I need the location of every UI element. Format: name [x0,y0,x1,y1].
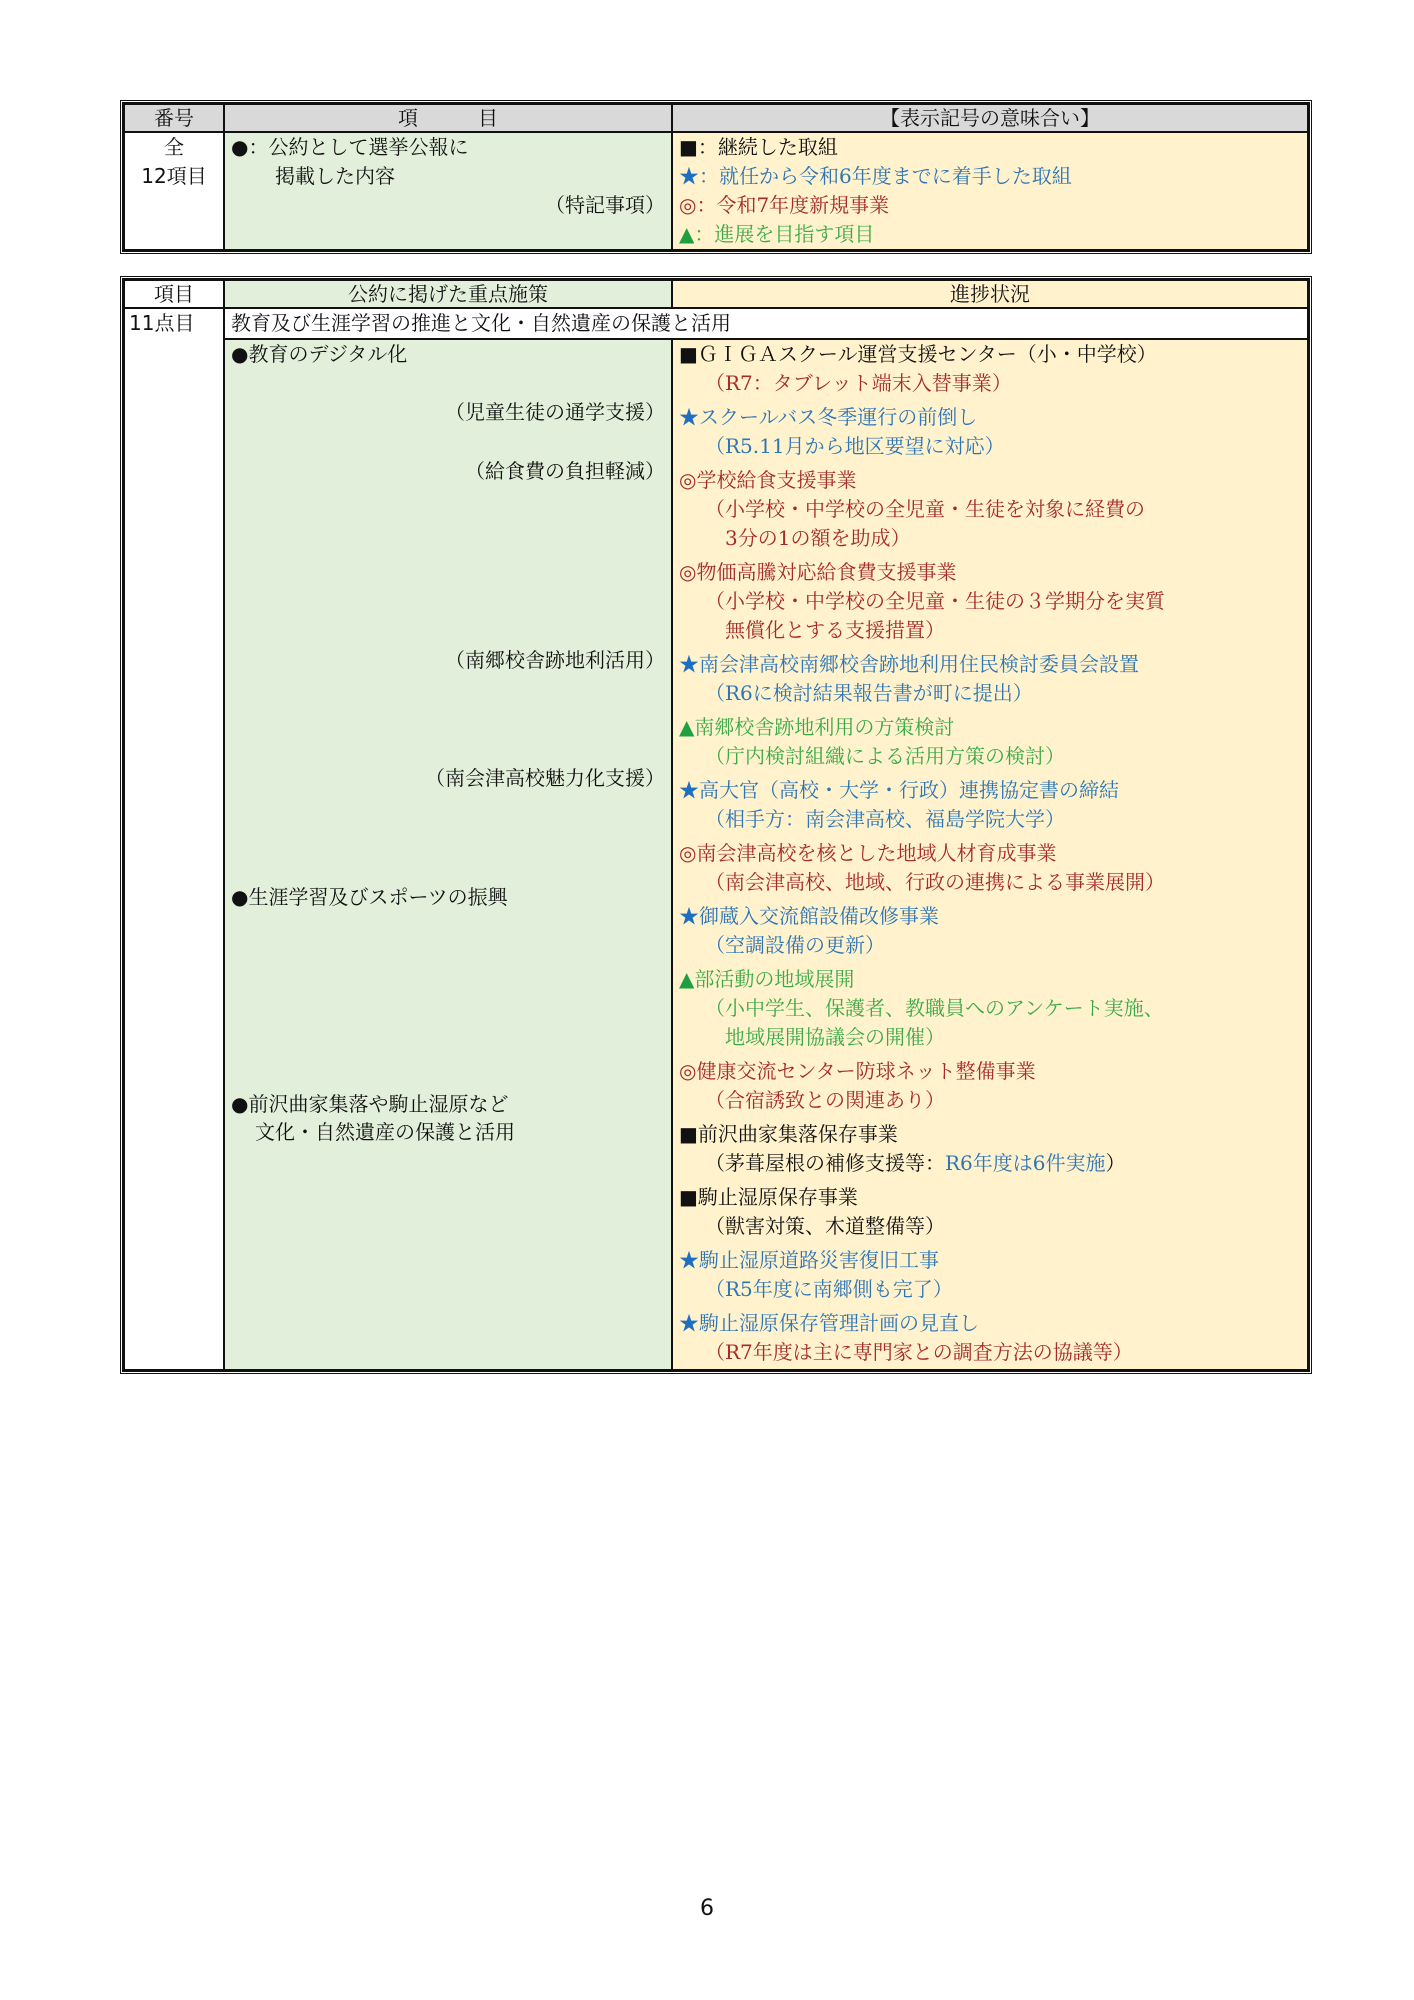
legend-cell [672,132,1308,250]
total-items-cell [124,132,224,250]
legend-continued: ■：継続した取組 [679,135,838,159]
square-icon: ■ [679,135,698,159]
item-number: 11点目 [129,311,195,335]
policy-digital: ●教育のデジタル化 [231,342,408,366]
double-circle-icon: ◎ [679,841,697,865]
item-number-cell [124,308,224,1370]
page-number: 6 [700,1896,714,1921]
policy-heritage-1: ●前沢曲家集落や駒止湿原など [231,1092,509,1116]
legend-progress: ▲：進展を目指す項目 [679,222,875,246]
main-table [120,276,1312,1374]
progress-entry: ▲部活動の地域展開 （小中学生、保護者、教職員へのアンケート実施、 地域展開協議会の開催） [679,967,1164,1049]
progress-entry: ■駒止湿原保存事業 （獣害対策、木道整備等） [679,1185,945,1238]
item-desc-line-2: 掲載した内容 [275,164,395,188]
double-circle-icon: ◎ [679,193,697,217]
policy-cell [224,339,672,1370]
double-circle-icon: ◎ [679,560,697,584]
item-desc-line-1: ●：公約として選挙公報に [231,135,469,159]
triangle-icon: ▲ [679,222,695,246]
progress-entry: ★御蔵入交流館設備改修事業 （空調設備の更新） [679,904,939,957]
triangle-icon: ▲ [679,715,695,739]
item-description-cell [224,132,672,250]
policy-commute: （児童生徒の通学支援） [445,400,665,424]
progress-entry: ◎物価高騰対応給食費支援事業 （小学校・中学校の全児童・生徒の３学期分を実質 無償化とする支援措置） [679,560,1165,642]
policy-lifelong: ●生涯学習及びスポーツの振興 [231,885,508,909]
progress-entry: ★南会津高校南郷校舎跡地利用住民検討委員会設置 （R6に検討結果報告書が町に提出） [679,652,1139,705]
policy-lunch: （給食費の負担軽減） [465,459,665,483]
policy-nangou: （南郷校舎跡地利活用） [445,648,665,672]
legend-started: ★：就任から令和6年度までに着手した取組 [679,164,1072,188]
header-item-no: 項目 [124,280,224,308]
star-icon: ★ [679,405,699,429]
policy-heritage-2: 文化・自然遺産の保護と活用 [255,1120,515,1144]
star-icon: ★ [679,904,699,928]
square-icon: ■ [679,1122,698,1146]
progress-entry: ■ＧＩＧＡスクール運営支援センター（小・中学校） （R7：タブレット端末入替事業） [679,342,1157,395]
square-icon: ■ [679,342,698,366]
header-progress: 進捗状況 [672,280,1308,308]
star-icon: ★ [679,778,699,802]
legend-table [120,100,1312,254]
double-circle-icon: ◎ [679,468,697,492]
progress-entry: ◎健康交流センター防球ネット整備事業 （合宿誘致との関連あり） [679,1059,1036,1112]
header-number: 番号 [124,104,224,132]
progress-cell [672,339,1308,1370]
progress-entry: ◎南会津高校を核とした地域人材育成事業 （南会津高校、地域、行政の連携による事業展開） [679,841,1165,894]
star-icon: ★ [679,652,699,676]
special-notes-label: （特記事項） [545,193,665,217]
header-item: 項 目 [224,104,672,132]
progress-entry: ★スクールバス冬季運行の前倒し （R5.11月から地区要望に対応） [679,405,1005,458]
square-icon: ■ [679,1185,698,1209]
star-icon: ★ [679,1311,699,1335]
header-symbol-meaning: 【表示記号の意味合い】 [672,104,1308,132]
header-policy: 公約に掲げた重点施策 [224,280,672,308]
progress-entry: ■前沢曲家集落保存事業 （茅葺屋根の補修支援等：R6年度は6件実施） [679,1122,1126,1175]
item-title-cell [224,308,1308,339]
total-label: 全 [164,135,184,159]
progress-entry: ▲南郷校舎跡地利用の方策検討 （庁内検討組織による活用方策の検討） [679,715,1065,768]
progress-entry: ◎学校給食支援事業 （小学校・中学校の全児童・生徒を対象に経費の 3分の1の額を助成） [679,468,1145,550]
star-icon: ★ [679,164,699,188]
policy-minamiaizu: （南会津高校魅力化支援） [425,766,665,790]
legend-new: ◎：令和7年度新規事業 [679,193,890,217]
item-title: 教育及び生涯学習の推進と文化・自然遺産の保護と活用 [231,311,731,335]
double-circle-icon: ◎ [679,1059,697,1083]
triangle-icon: ▲ [679,967,695,991]
star-icon: ★ [679,1248,699,1272]
total-count: 12項目 [141,164,207,188]
progress-entry: ★駒止湿原道路災害復旧工事 （R5年度に南郷側も完了） [679,1248,953,1301]
progress-entry: ★駒止湿原保存管理計画の見直し （R7年度は主に専門家との調査方法の協議等） [679,1311,1133,1364]
progress-entry: ★高大官（高校・大学・行政）連携協定書の締結 （相手方：南会津高校、福島学院大学） [679,778,1119,831]
